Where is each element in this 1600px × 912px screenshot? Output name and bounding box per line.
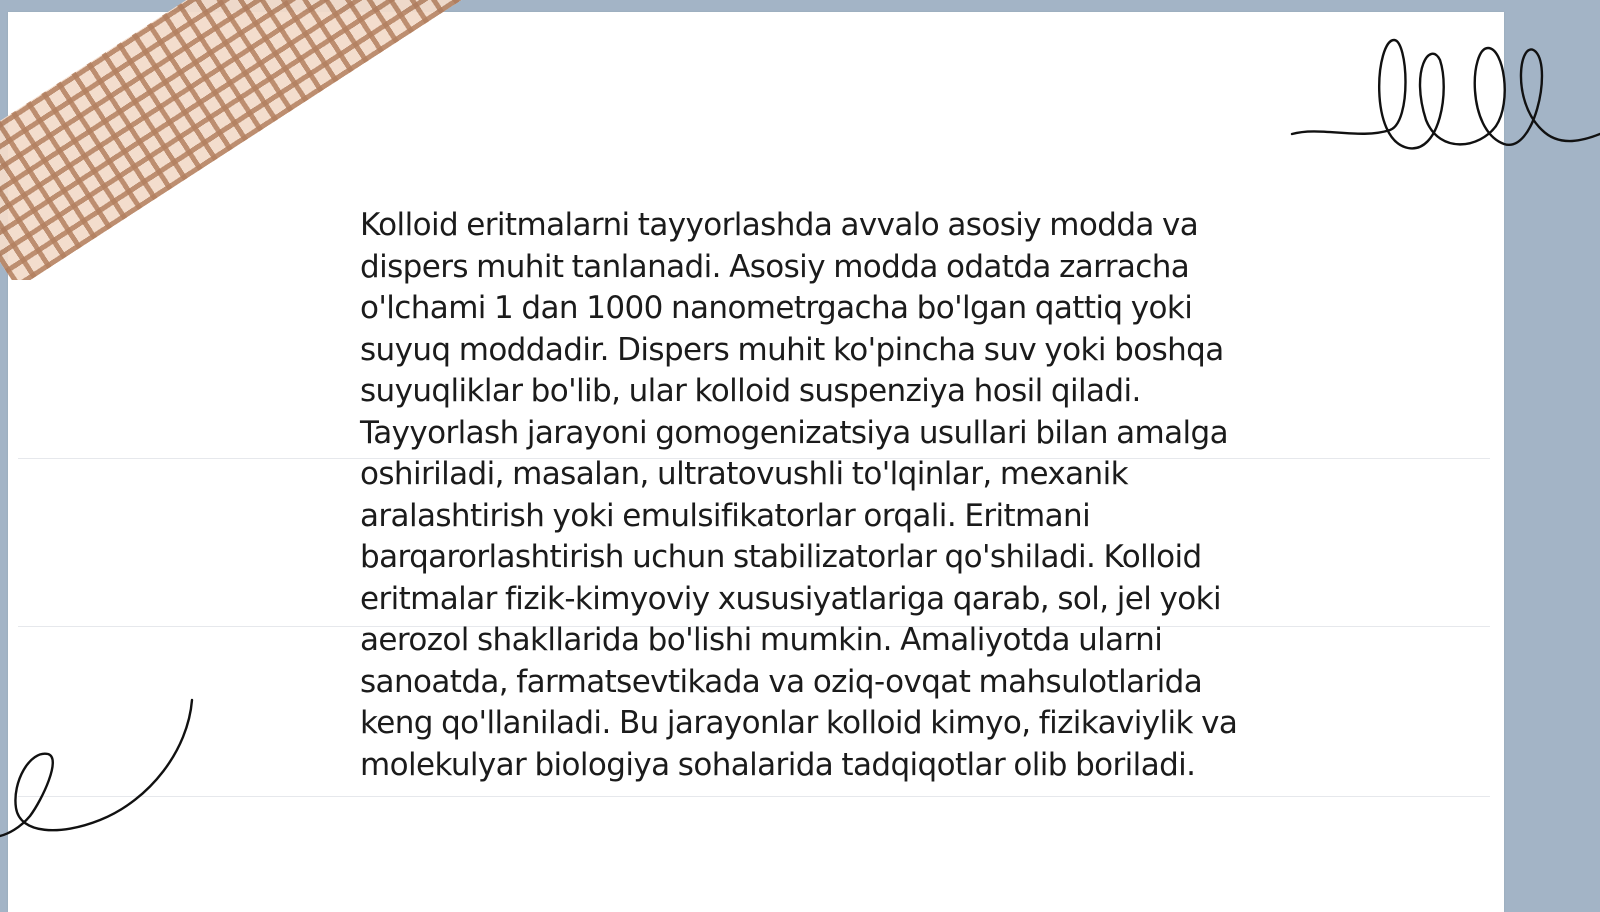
swirl-doodle-icon xyxy=(0,690,200,850)
body-paragraph: Kolloid eritmalarni tayyorlashda avvalo asosiy modda va dispers muhit tanlanadi. Asosiy modda odatda zarracha o'lchami 1 dan 1000 nanometrgacha bo'lgan qattiq yoki suyuq moddadir. Dispers muhit ko'pincha suv yoki boshqa suyuqliklar bo'lib, ular kolloid suspenziya hosil qiladi. Tayyorlash jarayoni gomogenizatsiya usullari bilan amalga oshiriladi, masalan, ultratovushli to'lqinlar, mexanik aralashtirish yoki emulsifikatorlar orqali. Eritmani barqarorlashtirish uchun stabilizatorlar qo'shiladi. Kolloid eritmalar fizik-kimyoviy xususiyatlariga qarab, sol, jel yoki aerozol shakllarida bo'lishi mumkin. Amaliyotda ularni sanoatda, farmatsevtikada va oziq-ovqat mahsulotlarida keng qo'llaniladi. Bu jarayonlar kolloid kimyo, fizikaviylik va molekulyar biologiya sohalarida tadqiqotlar olib boriladi. xyxy=(360,207,1238,783)
ruled-line xyxy=(18,796,1490,797)
loop-doodle-icon xyxy=(1290,30,1600,170)
